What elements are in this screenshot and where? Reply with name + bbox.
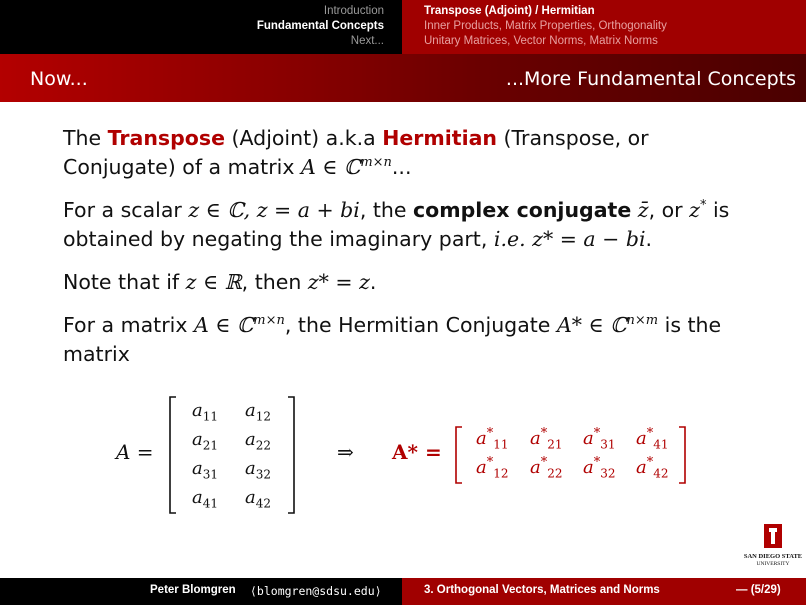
frame-title-right: ...More Fundamental Concepts — [505, 68, 796, 90]
matrix-a-right-bracket — [288, 397, 294, 513]
section-navigation — [0, 0, 402, 54]
frame-title-left: Now... — [30, 68, 88, 90]
footer-author: Peter Blomgren ⟨blomgren@sdsu.edu⟩ — [150, 584, 382, 598]
sdsu-logo — [742, 522, 804, 572]
matrix-astar-left-bracket — [456, 427, 462, 483]
matrix-a-left-bracket — [170, 397, 176, 513]
nav-unitary-matrices[interactable]: Unitary Matrices, Vector Norms, Matrix Norms — [424, 35, 658, 47]
term-complex-conjugate: complex conjugate — [413, 198, 632, 222]
top-navigation-bar — [0, 0, 806, 54]
nav-fundamental-concepts[interactable]: Fundamental Concepts — [256, 20, 384, 32]
lhs-label: A = — [116, 440, 154, 464]
rhs-label: A* = — [392, 440, 442, 464]
paragraph-hermitian-conjugate: For a matrix A ∈ ℂ$^{m\times n}$, the Hermitian Conjugate A* ∈ ℂ$^{n\times m}$ is the matrix — [63, 313, 722, 366]
nav-transpose[interactable]: Transpose (Adjoint) / Hermitian — [424, 5, 595, 17]
implies-arrow: ⇒ — [337, 440, 354, 464]
paragraph-complex-conjugate: For a scalar z ∈ ℂ, z = a + bi, the complex conjugate z̄, or z* is obtained by negating the imaginary part, i.e. z* = a − bi. — [63, 198, 730, 251]
footer-bar — [0, 578, 806, 605]
matrix-astar-right-bracket — [679, 427, 685, 483]
nav-next[interactable]: Next... — [350, 35, 384, 47]
paragraph-real-note: Note that if z ∈ ℝ, then z* = z. — [63, 270, 377, 294]
svg-text:UNIVERSITY: UNIVERSITY — [756, 561, 790, 567]
subsection-navigation — [402, 0, 806, 54]
term-transpose: Transpose — [107, 126, 225, 150]
hermitian-equation: A = $a_{11}$ $a_{12}$ $a_{21}$ $a_{22}$ $a_{31}$ $a_{32}$ $a_{41}$ $a_{42}$ ⇒ A* = $a^*_{11}$ $a^*_{21}$ $a^*_{31}$ $a^*_{41}$ $a^*_{12}$ $a^*_{22}$ $a^*_{32}$ $a^*_{42}$ — [0, 395, 806, 525]
paragraph-transpose: The Transpose (Adjoint) a.k.a Hermitian (Transpose, or Conjugate) of a matrix A ∈ ℂ$^{m\times n}$... — [63, 126, 649, 179]
term-hermitian: Hermitian — [382, 126, 498, 150]
nav-inner-products[interactable]: Inner Products, Matrix Properties, Orthogonality — [424, 20, 667, 32]
sdsu-emblem-icon — [742, 522, 804, 572]
svg-text:SAN DIEGO STATE: SAN DIEGO STATE — [743, 553, 803, 560]
slide-content — [63, 124, 763, 383]
page-number: — (5/29) — [736, 584, 781, 596]
nav-introduction[interactable]: Introduction — [323, 5, 384, 17]
frame-title-bar — [0, 54, 806, 102]
footer-section: 3. Orthogonal Vectors, Matrices and Norms — (5/29) — [402, 578, 806, 605]
